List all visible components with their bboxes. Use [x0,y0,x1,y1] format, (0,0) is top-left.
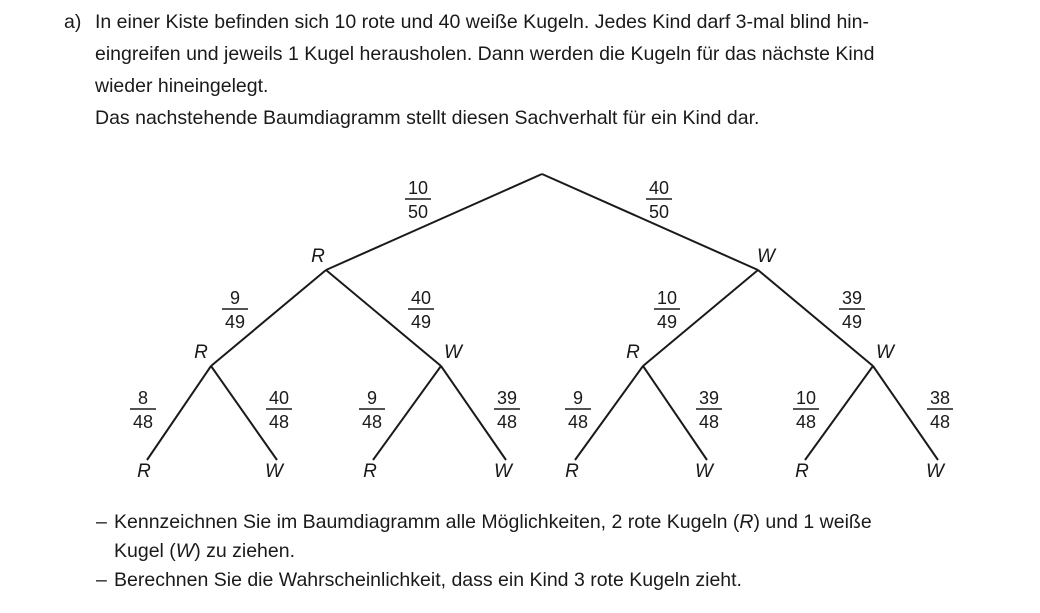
intro-line-2: eingreifen und jeweils 1 Kugel herausholen. Dann werden die Kugeln für das nächste Kind [95,43,875,65]
fraction-l3-2-numerator: 9 [366,388,378,408]
task-item-2 [96,566,1026,595]
task-2-text: Berechnen Sie die Wahrscheinlichkeit, dass ein Kind 3 rote Kugeln zieht. [114,569,742,591]
task-1-r-symbol: R [739,511,754,533]
fraction-l3-4-numerator: 9 [572,388,584,408]
node-l3-3: W [494,461,512,482]
node-l3-5: W [695,461,713,482]
node-l3-0: R [137,461,151,482]
fraction-l2-2-numerator: 10 [656,288,678,308]
node-l2-3: W [876,342,894,363]
task-list [96,508,1026,595]
node-l2-0: R [194,342,208,363]
fraction-l2-1-denominator: 49 [410,312,432,332]
node-l3-7: W [926,461,944,482]
fraction-l3-4-denominator: 48 [567,412,589,432]
fraction-l3-1-denominator: 48 [268,412,290,432]
edge-l3-0 [147,366,211,460]
task-1-text-d: ) zu ziehen. [194,540,296,562]
fraction-l1-1-denominator: 50 [648,202,670,222]
fraction-l2-0 [222,288,248,332]
edge-l3-1 [211,366,277,460]
node-l2-1: W [444,342,462,363]
fraction-l1-1-numerator: 40 [648,178,670,198]
fraction-l2-0-numerator: 9 [229,288,241,308]
tree-node-labels [137,246,946,482]
task-1-w-symbol: W [175,540,195,562]
fraction-l2-3-numerator: 39 [841,288,863,308]
node-l2-2: R [626,342,640,363]
fraction-l3-3-denominator: 48 [496,412,518,432]
fraction-l2-2 [654,288,680,332]
node-l3-4: R [565,461,579,482]
fraction-l3-1 [266,388,292,432]
fraction-l3-6 [793,388,819,432]
fraction-l2-1 [408,288,434,332]
fraction-l3-0-denominator: 48 [132,412,154,432]
fraction-l3-5-numerator: 39 [698,388,720,408]
node-l1-1: W [757,246,775,267]
task-1-text-c: Kugel ( [114,540,176,562]
fraction-l3-3-numerator: 39 [496,388,518,408]
tree-edges [147,174,938,460]
fraction-l2-3-denominator: 49 [841,312,863,332]
fraction-l3-2 [359,388,385,432]
fraction-l2-0-denominator: 49 [224,312,246,332]
fraction-l1-0-denominator: 50 [407,202,429,222]
fraction-l1-1 [646,178,672,222]
fraction-l3-7-denominator: 48 [929,412,951,432]
task-label: a) [64,11,82,33]
task-dash: – [96,511,107,533]
fraction-l2-3 [839,288,865,332]
fraction-l1-0 [405,178,431,222]
fraction-l3-7 [927,388,953,432]
edge-l3-5 [643,366,707,460]
fraction-l1-0-numerator: 10 [407,178,429,198]
fraction-l2-2-denominator: 49 [656,312,678,332]
task-dash: – [96,569,107,591]
fraction-l3-3 [494,388,520,432]
edge-l3-2 [373,366,441,460]
fraction-l3-2-denominator: 48 [361,412,383,432]
task-1-text-b: ) und 1 weiße [753,511,872,533]
fraction-l3-1-numerator: 40 [268,388,290,408]
fraction-l3-0-numerator: 8 [137,388,149,408]
fraction-l3-4 [565,388,591,432]
tree-fractions [130,178,953,432]
edge-l3-7 [873,366,938,460]
fraction-l3-7-numerator: 38 [929,388,951,408]
fraction-l3-6-denominator: 48 [795,412,817,432]
node-l3-6: R [795,461,809,482]
intro-line-3: wieder hineingelegt. [95,75,269,97]
fraction-l3-5-denominator: 48 [698,412,720,432]
intro-line-4: Das nachstehende Baumdiagramm stellt diesen Sachverhalt für ein Kind dar. [95,107,760,129]
node-l3-2: R [363,461,377,482]
fraction-l2-1-numerator: 40 [410,288,432,308]
task-item-1 [96,508,1026,566]
fraction-l3-5 [696,388,722,432]
node-l1-0: R [311,246,325,267]
edge-l1-0 [326,174,542,270]
task-1-text-a: Kennzeichnen Sie im Baumdiagramm alle Möglichkeiten, 2 rote Kugeln ( [114,511,740,533]
intro-line-1: In einer Kiste befinden sich 10 rote und 40 weiße Kugeln. Jedes Kind darf 3-mal blind hin- [95,11,869,33]
fraction-l3-0 [130,388,156,432]
node-l3-1: W [265,461,283,482]
fraction-l3-6-numerator: 10 [795,388,817,408]
